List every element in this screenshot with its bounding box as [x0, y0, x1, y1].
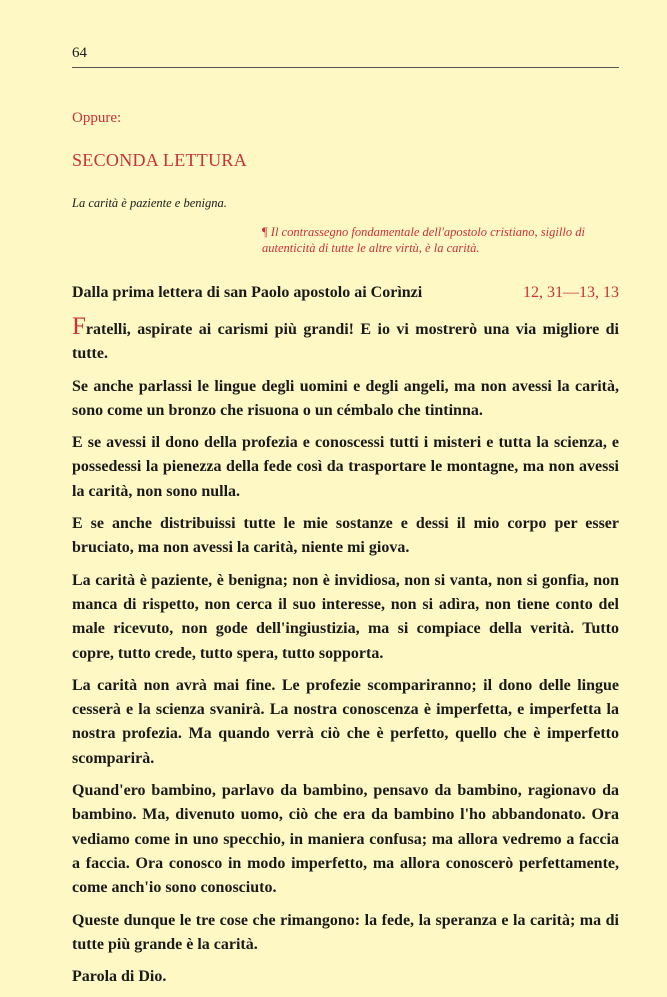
commentary-note: [262, 224, 620, 256]
paragraph-5: La carità è paziente, è benigna; non è invidiosa, non si vanta, non si gonfia, non manca di rispetto, non cerca il suo interesse, non si adìra, non tiene conto del male ricevuto, non gode dell'ingiustizia, ma si compiace della verità. Tutto copre, tutto crede, tutto spera, tutto sopporta.: [72, 571, 619, 662]
paragraph-1: [72, 313, 619, 367]
paragraph-7: Quand'ero bambino, parlavo da bambino, pensavo da bambino, ragionavo da bambino. Ma, divenuto uomo, ciò che era da bambino l'ho abbandonato. Ora vediamo come in uno specchio, in maniera confusa; ma allora vedremo a faccia a faccia. Ora conosco in modo imperfetto, ma allora conoscerò perfettamente, come anch'io sono conosciuto.: [72, 782, 619, 897]
drop-cap: F: [72, 313, 86, 340]
alternative-label: Oppure:: [72, 110, 122, 126]
paragraph-8: Queste dunque le tre cose che rimangono: la fede, la speranza e la carità; ma di tutte più grande è la carità.: [72, 911, 619, 953]
reading-reference: 12, 31—13, 13: [523, 284, 619, 301]
paragraph-2: Se anche parlassi le lingue degli uomini e degli angeli, ma non avessi la carità, sono come un bronzo che risuona o un cémbalo che tintinna.: [72, 377, 619, 419]
reading-body: [72, 313, 619, 997]
paragraph-4: E se anche distribuissi tutte le mie sostanze e dessi il mio corpo per esser bruciato, ma non avessi la carità, niente mi giova.: [72, 515, 619, 557]
page-number: 64: [72, 45, 87, 61]
reading-subtitle: La carità è paziente e benigna.: [72, 196, 227, 210]
document-page: [72, 0, 619, 986]
reading-header: [72, 284, 619, 302]
paragraph-1-text: ratelli, aspirate ai carismi più grandi! E io vi mostrerò una via migliore di tutte.: [72, 321, 619, 363]
paragraph-3: E se avessi il dono della profezia e conoscessi tutti i misteri e tutta la scienza, e possedessi la pienezza della fede così da trasportare le montagne, ma non avessi la carità, non sono nulla.: [72, 434, 619, 500]
paragraph-mark-icon: ¶: [262, 225, 268, 239]
commentary-note-text: Il contrassegno fondamentale dell'apostolo cristiano, sigillo di autenticità di tutte le altre virtù, è la carità.: [262, 225, 585, 255]
reading-source: Dalla prima lettera di san Paolo apostolo ai Corìnzi: [72, 284, 423, 301]
closing-formula: Parola di Dio.: [72, 968, 167, 986]
paragraph-6: La carità non avrà mai fine. Le profezie scompariranno; il dono delle lingue cesserà e la scienza svanirà. La nostra conoscenza è imperfetta, e imperfetta la nostra profezia. Ma quando verrà ciò che è perfetto, quello che è imperfetto scomparirà.: [72, 676, 619, 767]
header-divider: [72, 67, 619, 68]
section-title: SECONDA LETTURA: [72, 150, 247, 170]
